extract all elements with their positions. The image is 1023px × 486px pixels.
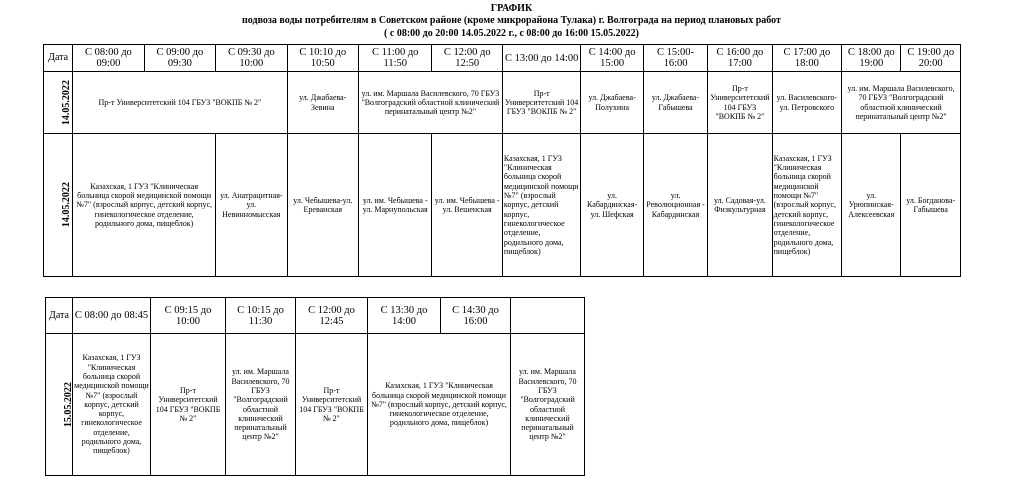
date-column-header: Дата xyxy=(44,45,73,72)
time-slot-header: С 14:30 до 16:00 xyxy=(441,298,511,334)
table-row xyxy=(46,334,585,476)
schedule-cell: ул. Революционная - Кабардинская xyxy=(643,134,707,277)
row-date xyxy=(46,334,73,476)
schedule-cell: ул. им. Маршала Василевского, 70 ГБУЗ "Волгоградский областной клинический перинатальный центр №2" xyxy=(511,334,585,476)
schedule-cell: ул. Кабардинская-ул. Шефская xyxy=(581,134,643,277)
time-slot-header: С 14:00 до 15:00 xyxy=(581,45,643,72)
row-date xyxy=(44,72,73,134)
time-slot-header: С 15:00- 16:00 xyxy=(643,45,707,72)
time-slot-header: С 09:15 до 10:00 xyxy=(151,298,226,334)
table-header-row xyxy=(44,45,961,72)
schedule-cell: Пр-т Университетский 104 ГБУЗ "ВОКПБ № 2" xyxy=(708,72,772,134)
table-header-row xyxy=(46,298,585,334)
schedule-cell: ул. им. Чебышева - ул. Вешенская xyxy=(432,134,502,277)
time-slot-header: С 08:00 до 09:00 xyxy=(73,45,144,72)
schedule-cell: Пр-т Университетский 104 ГБУЗ "ВОКПБ № 2" xyxy=(296,334,368,476)
document-period: ( с 08:00 до 20:00 14.05.2022 г., с 08:00 до 16:00 15.05.2022) xyxy=(384,28,639,39)
schedule-cell: Казахская, 1 ГУЗ "Клиническая больница скорой медицинской помощи №7" (взрослый корпус, детский корпус, гинекологическое отделение, родильного дома, пищеблок) xyxy=(73,134,216,277)
time-slot-header: С 18:00 до 19:00 xyxy=(842,45,901,72)
time-slot-header: С 16:00 до 17:00 xyxy=(708,45,772,72)
date-label: 14.05.2022 xyxy=(60,79,72,125)
time-slot-header: С 10:10 до 10:50 xyxy=(287,45,358,72)
schedule-cell: ул. Урюпинская-Алексеевская xyxy=(842,134,901,277)
schedule-cell: ул. им. Маршала Василевского, 70 ГБУЗ "Волгоградский областной клинический перинатальный центр №2" xyxy=(842,72,961,134)
row-date xyxy=(44,134,73,277)
time-slot-header: С 12:00 до 12:50 xyxy=(432,45,502,72)
schedule-cell: ул. им. Чебышева - ул. Марнупольская xyxy=(359,134,432,277)
date-label: 15.05.2022 xyxy=(62,381,74,427)
time-slot-header: С 08:00 до 08:45 xyxy=(73,298,151,334)
schedule-table-14-05 xyxy=(43,44,961,277)
time-slot-header: С 19:00 до 20:00 xyxy=(901,45,961,72)
schedule-cell: Пр-т Университетский 104 ГБУЗ "ВОКПБ № 2" xyxy=(73,72,287,134)
schedule-cell: Пр-т Университетский 104 ГБУЗ "ВОКПБ № 2" xyxy=(151,334,226,476)
schedule-cell: ул. Анатрацитная-ул. Невинномысская xyxy=(216,134,287,277)
table-row xyxy=(44,134,961,277)
time-slot-header: С 09:30 до 10:00 xyxy=(216,45,287,72)
time-slot-header: С 09:00 до 09:30 xyxy=(144,45,215,72)
schedule-cell: ул. Богданова-Габышева xyxy=(901,134,961,277)
schedule-cell: ул. Василевского-ул. Петровского xyxy=(772,72,841,134)
schedule-cell: Казахская, 1 ГУЗ "Клиническая больница скорой медицинской помощи №7" (взрослый корпус, детский корпус, гинекологическое отделение, родильного дома, пищеблок) xyxy=(772,134,841,277)
document-subtitle: подвоза воды потребителям в Советском районе (кроме микрорайона Тулака) г. Волгограда на период плановых работ xyxy=(242,15,781,26)
time-slot-header: С 13:30 до 14:00 xyxy=(368,298,441,334)
schedule-cell: Казахская, 1 ГУЗ "Клиническая больница скорой медицинской помощи №7" (взрослый корпус, детский корпус, гинекологическое отделение, родильного дома, пищеблок) xyxy=(502,134,581,277)
schedule-cell: ул. им. Маршала Василевского, 70 ГБУЗ "Волгоградский областной клинический перинатальный центр №2" xyxy=(226,334,296,476)
schedule-cell: ул. Садовая-ул. Физкультурная xyxy=(708,134,772,277)
schedule-cell: Казахская, 1 ГУЗ "Клиническая больница скорой медицинской помощи №7" (взрослый корпус, детский корпус, гинекологическое отделение, родильного дома, пищеблок) xyxy=(73,334,151,476)
schedule-cell: ул. им. Маршала Василевского, 70 ГБУЗ "Волгоградский областной клинический перинатальный центр №2" xyxy=(359,72,503,134)
schedule-cell: Казахская, 1 ГУЗ "Клиническая больница скорой медицинской помощи №7" (взрослый корпус, детский корпус, гинекологическое отделение, родильного дома, пищеблок) xyxy=(368,334,511,476)
time-slot-header: С 17:00 до 18:00 xyxy=(772,45,841,72)
time-slot-header: С 12:00 до 12:45 xyxy=(296,298,368,334)
document-title: ГРАФИК xyxy=(490,3,533,14)
time-slot-header: С 13:00 до 14:00 xyxy=(502,45,581,72)
schedule-cell: ул. Джабаева-Зевина xyxy=(287,72,358,134)
date-column-header: Дата xyxy=(46,298,73,334)
time-slot-header: С 10:15 до 11:30 xyxy=(226,298,296,334)
time-slot-header: С 11:00 до 11:50 xyxy=(359,45,432,72)
schedule-cell: Пр-т Университетский 104 ГБУЗ "ВОКПБ № 2" xyxy=(502,72,581,134)
empty-header-cell xyxy=(511,298,585,334)
schedule-cell: ул. Джабаева-Полухина xyxy=(581,72,643,134)
schedule-cell: ул. Джабаева-Габышева xyxy=(643,72,707,134)
date-label: 14.05.2022 xyxy=(60,182,72,228)
schedule-cell: ул. Чебышева-ул. Ереванская xyxy=(287,134,358,277)
table-row xyxy=(44,72,961,134)
schedule-table-15-05 xyxy=(45,297,585,476)
